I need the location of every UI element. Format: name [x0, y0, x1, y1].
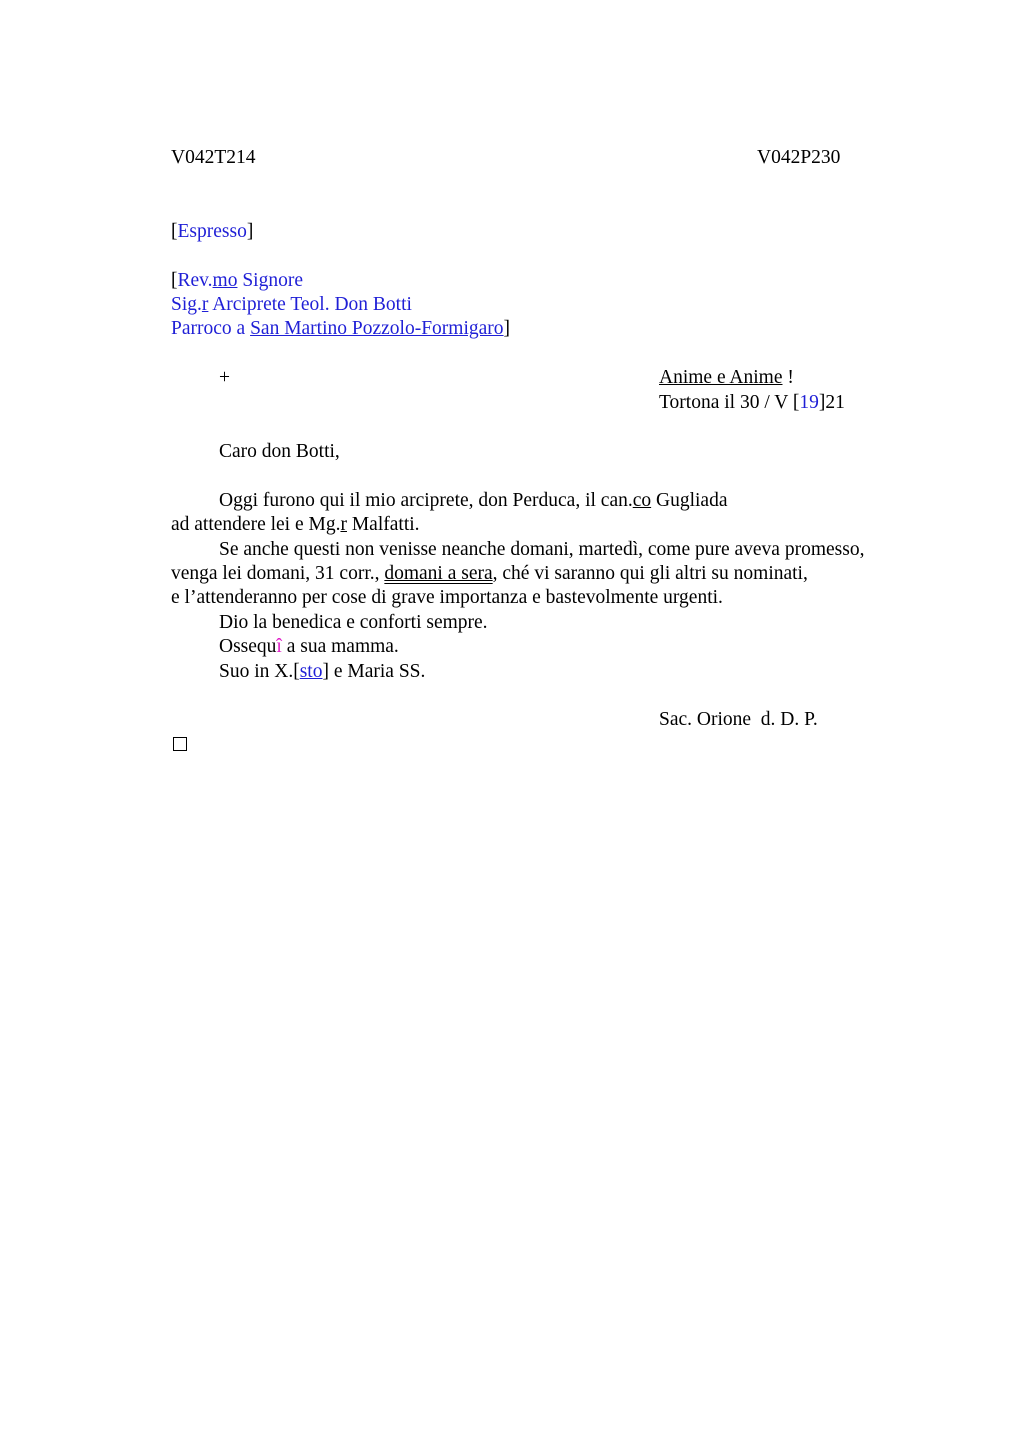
- body-line-8-c: ] e Maria SS.: [322, 661, 426, 682]
- address-line-1: [171, 269, 303, 293]
- cross-mark: +: [219, 367, 230, 388]
- end-box-icon: [173, 737, 187, 751]
- body-line-4-c: , ché vi saranno qui gli altri su nominati,: [492, 563, 808, 584]
- body-line-7-c: a sua mamma.: [281, 636, 399, 657]
- body-line-4-emphasis: domani a sera: [384, 563, 493, 584]
- address-sig: Sig.: [171, 294, 202, 315]
- address-sig-suffix: r: [201, 294, 209, 315]
- dateline-century: 19: [799, 392, 819, 413]
- body-line-8: [219, 660, 425, 684]
- address-bracket-open: [: [171, 270, 178, 291]
- doc-code-left: V042T214: [171, 147, 256, 168]
- address-parroco: Parroco a: [171, 318, 251, 339]
- address-bracket-close: ]: [503, 318, 511, 339]
- body-line-2-a: ad attendere lei e Mg.: [171, 514, 341, 535]
- body-line-1-c: Gugliada: [651, 490, 728, 511]
- body-line-1-co: co: [632, 490, 652, 511]
- body-line-4-a: venga lei domani, 31 corr.,: [171, 563, 385, 584]
- motto: [659, 366, 794, 390]
- body-line-5: e l’attenderanno per cose di grave importanza e bastevolmente urgenti.: [171, 587, 723, 608]
- body-line-7-a: Ossequ: [219, 636, 277, 657]
- body-line-2-c: Malfatti.: [346, 514, 420, 535]
- bracket-open: [: [171, 221, 178, 242]
- address-place: San Martino Pozzolo-Formigaro: [250, 318, 504, 339]
- body-line-3: Se anche questi non venisse neanche domani, martedì, come pure aveva promesso,: [219, 539, 865, 560]
- address-rev: Rev.: [177, 270, 213, 291]
- espresso-label: Espresso: [177, 221, 247, 242]
- body-line-1: [219, 489, 727, 513]
- dateline: [659, 391, 845, 415]
- body-line-7: [219, 635, 399, 659]
- body-line-8-sto: sto: [299, 661, 323, 682]
- bracket-close: ]: [246, 221, 254, 242]
- signature: Sac. Orione d. D. P.: [659, 709, 818, 730]
- address-line-2: [171, 293, 412, 317]
- body-line-6: Dio la benedica e conforti sempre.: [219, 612, 488, 633]
- espresso-note: [171, 220, 253, 244]
- address-signore: Signore: [237, 270, 303, 291]
- body-line-2-r: r: [340, 514, 347, 535]
- address-rev-suffix: mo: [212, 270, 238, 291]
- motto-text: Anime e Anime: [659, 367, 783, 388]
- motto-exclamation: !: [782, 367, 794, 388]
- body-line-7-accent: î: [276, 636, 282, 657]
- body-line-2: [171, 513, 420, 537]
- salutation: Caro don Botti,: [219, 441, 340, 462]
- body-line-8-a: Suo in X.[: [219, 661, 300, 682]
- dateline-start: Tortona il 30 / V [: [659, 392, 800, 413]
- body-line-1-a: Oggi furono qui il mio arciprete, don Perduca, il can.: [219, 490, 633, 511]
- body-line-4: [171, 562, 808, 586]
- doc-code-right: V042P230: [757, 147, 841, 168]
- dateline-end: ]21: [818, 392, 845, 413]
- address-name: Arciprete Teol. Don Botti: [208, 294, 412, 315]
- address-line-3: [171, 317, 510, 341]
